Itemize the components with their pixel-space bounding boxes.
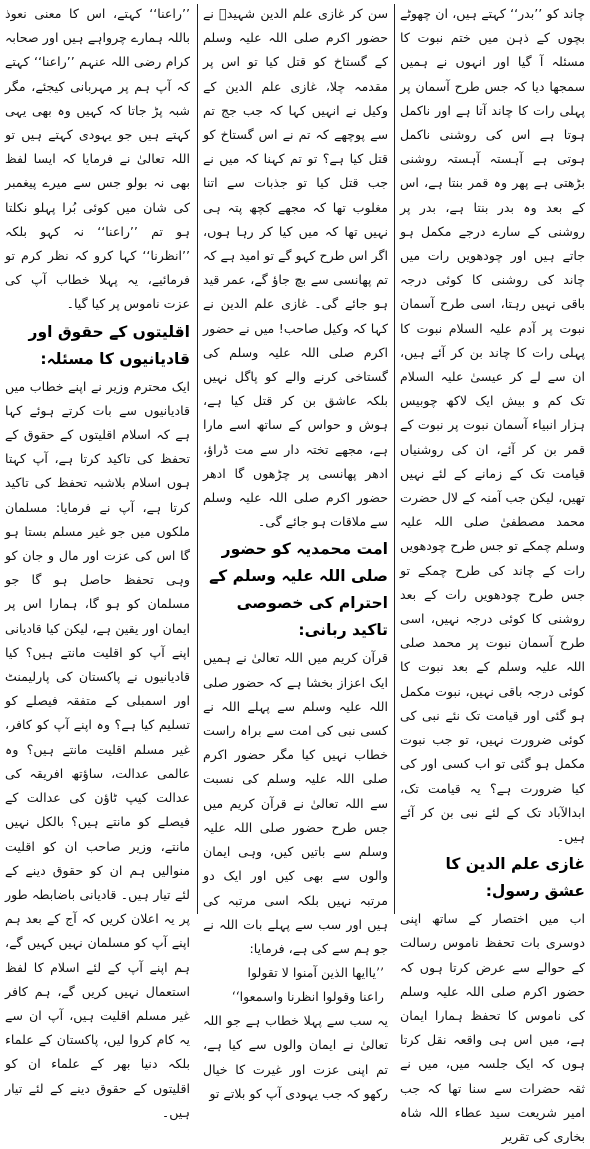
quran-verse-line: ’’یاایھا الذین آمنوا لا تقولوا [247,965,384,981]
column-right [400,2,585,1144]
column-left [5,2,190,1120]
body-paragraph: چاند کو ’’بدر‘‘ کہتے ہیں، ان چھوٹے بچوں کے ذہن میں ختم نبوت کا مسئلہ آ گیا اور انہوں نے ہمیں سمجھا دیا کہ جس طرح آسمان پر پہلی رات کا چاند آتا ہے اور ناکمل ہوتا ہے اس کی روشنی ناکمل ہوتی ہے آہستہ آہستہ روشنی بڑھتی ہے پھر وہ قمر بنتا ہے، اس کے بعد وہ بدر بنتا ہے، بدر پر روشنی کے سارے درجے مکمل ہو جاتے ہیں اور چودھویں رات میں چاند کی روشنی کا کوئی درجہ باقی نہیں رہتا، اسی طرح آسمان نبوت پر آدم علیہ السلام نبوت کا پہلی رات کا چاند بن کر آئے ہیں، ان سے لے کر عیسیٰ علیہ السلام تک کم و بیش ایک لاکھ چوبیس ہزار انبیاء آسمان نبوت پر نبوت کے قمر بن کر آئے، ان کی روشنیاں قیامت تک کے زمانے کے لئے نہیں تھیں، لیکن جب آمنہ کے لال حضرت محمد مصطفیٰ صلی اللہ علیہ وسلم چمکے تو جس طرح چودھویں رات کے چاند کی طرح چمکے تو جس طرح چودھویں رات کے بعد روشنی کا کوئی درجہ نہیں، اسی طرح آسمان نبوت پر محمد صلی اللہ علیہ وسلم کے بعد نبوت کا کوئی درجہ باقی نہیں، نبوت مکمل ہو گئی اور قیامت تک نئے نبی کی کوئی ضرورت نہیں، تو جب نبوت مکمل ہو گئی تو اب کسی اور کی کیا ضرورت ہے؟ یہ قیامت تک، ابدالآباد تک کے لئے نبی بن کر آئے ہیں۔ [400,6,585,844]
body-paragraph: قرآن کریم میں اللہ تعالیٰ نے ہمیں ایک اعزاز بخشا ہے کہ حضور صلی اللہ علیہ وسلم سے پہلے اللہ نے کسی نبی کی امت سے براہ راست خطاب نہیں کیا مگر حضور اکرم صلی اللہ علیہ وسلم کی نسبت سے اللہ تعالیٰ نے قرآن کریم میں جس طرح حضور صلی اللہ علیہ وسلم سے باتیں کیں، وہی ایمان والوں سے بھی کیں اور ایک دو مرتبہ نہیں بلکہ اسی مرتبہ کی ہیں اور سب سے پہلے بات اللہ نے جو ہم سے کی ہے، فرمایا: [203,650,388,956]
section-heading-minorities: اقلیتوں کے حقوق اور قادیانیوں کا مسئلہ: [28,322,190,368]
body-paragraph: اب میں اختصار کے ساتھ اپنی دوسری بات تحفظ ناموس رسالت کے حوالے سے عرض کرتا ہوں کہ حضور اکرم صلی اللہ علیہ وسلم کی ناموس کا تحفظ ہمارا ایمان ہے، میں اس ہی واقعہ نقل کرتا ہوں کہ ایک جلسہ میں، میں نے ثقہ حضرات سے سنا تھا کہ جب امیر شریعت سید عطاء اللہ شاہ بخاری کی تقریر [400,911,585,1144]
column-divider [394,4,395,914]
column-divider [197,4,198,914]
section-heading-ghazi-ilm-din: غازی علم الدین کا عشق رسول: [445,855,585,901]
section-heading-ummat-muhammadiya: امت محمدیہ کو حضور صلی اللہ علیہ وسلم کے احترام کی خصوصی تاکید ربانی: [209,540,388,640]
column-middle [203,2,388,1101]
quran-verse-line: راعنا وقولوا انظرنا واسمعوا‘‘ [231,989,384,1005]
body-paragraph: سن کر غازی علم الدین شہیدؒ نے حضور اکرم صلی اللہ علیہ وسلم کے گستاخ کو قتل کیا تو اس پر مقدمہ چلا، غازی علم الدین کے وکیل نے انہیں کہا کہ جب جج تم سے پوچھے کہ تم نے اس گستاخ کو قتل کیا ہے؟ تو تم کہنا کہ میں نے جب قتل کیا تو جذبات سے اتنا مغلوب تھا کہ مجھے کچھ پتہ ہی نہیں تھا کہ میں کیا کر رہا ہوں، اگر اس طرح کہو گے تو امید ہے کہ تم پھانسی سے بچ جاؤ گے، عمر قید ہو جائے گی۔ غازی علم الدین نے کہا کہ وکیل صاحب! میں نے حضور اکرم صلی اللہ علیہ وسلم کی گستاخی کرنے والے کو پاگل نہیں بلکہ عاشق بن کر قتل کیا ہے، ہوش و حواس کے ساتھ اسے مارا ہے، مجھے تختہ دار سے مت ڈراؤ، ادھر پھانسی پر چڑھوں گا ادھر حضور اکرم صلی اللہ علیہ وسلم سے ملاقات ہو جائے گی۔ [203,6,388,530]
body-paragraph: یہ سب سے پہلا خطاب ہے جو اللہ تعالیٰ نے ایمان والوں سے کیا ہے، تم اپنی عزت اور غیرت کا خیال رکھو کہ جب یہودی آپ کو بلاتے تو [203,1013,388,1101]
body-paragraph: ’’راعنا‘‘ کہتے، اس کا معنی نعوذ باللہ ہمارے چرواہے ہیں اور صحابہ کرام رضی اللہ عنہم ’’راعنا‘‘ کہتے کہ آپ ہم پر مہربانی کیجئے، مگر شبہ پڑ جاتا کہ کہیں وہ بھی یہی کہتے ہیں جو یہودی کہتے ہیں تو اللہ تعالیٰ نے فرمایا کہ ایسا لفظ بھی نہ بولو جس سے میرے پیغمبر کی شان میں کوئی بُرا پہلو نکلتا ہو تم ’’راعنا‘‘ نہ کہو بلکہ ’’انظرنا‘‘ کہا کرو کہ نظر کرم تو فرمائیے، یہ پہلا خطاب آپ کی عزت ناموس پر کیا گیا۔ [5,6,190,312]
body-paragraph: ایک محترم وزیر نے اپنے خطاب میں قادیانیوں سے بات کرتے ہوئے کہا ہے کہ اسلام اقلیتوں کے حقوق کے تحفظ کی تاکید کرتا ہے، آپ کہتا ہوں اسلام بلاشبہ تحفظ کی تاکید کرتا ہے، آپ نے فرمایا: مسلمان ملکوں میں جو غیر مسلم بستا ہو گا اس کی عزت اور مال و جان کو وہی تحفظ حاصل ہو گا جو مسلمان کو ہو گا، ہمارا اس پر ایمان اور یقین ہے، لیکن کیا قادیانی اپنے آپ کو اقلیت مانتے ہیں؟ کیا قادیانیوں نے پاکستان کی پارلیمنٹ اور اسمبلی کے متفقہ فیصلے کو تسلیم کیا ہے؟ وہ اپنے آپ کو کافر، غیر مسلم اقلیت مانتے ہیں؟ وہ عالمی عدالت، ساؤتھ افریقہ کی عدالت کیپ ٹاؤن کی عدالت کے فیصلے کو مانتے ہیں؟ بالکل نہیں مانتے، وزیر صاحب ان کو اقلیت منوالیں ہم ان کو حقوق دینے کے لئے تیار ہیں۔ قادیانی باضابطہ طور پر یہ اعلان کریں کہ آج کے بعد ہم اپنے آپ کو مسلمان نہیں کہیں گے، ہم اپنے آپ کے لئے اسلام کا لفظ استعمال نہیں کریں گے، ہم کافر غیر مسلم اقلیت ہیں، آپ ان سے یہ کام کروا لیں، پاکستان کے علماء بلکہ دنیا بھر کے علماء ان کو اقلیتوں کے حقوق دینے کے لئے تیار ہیں۔ [5,378,190,1120]
